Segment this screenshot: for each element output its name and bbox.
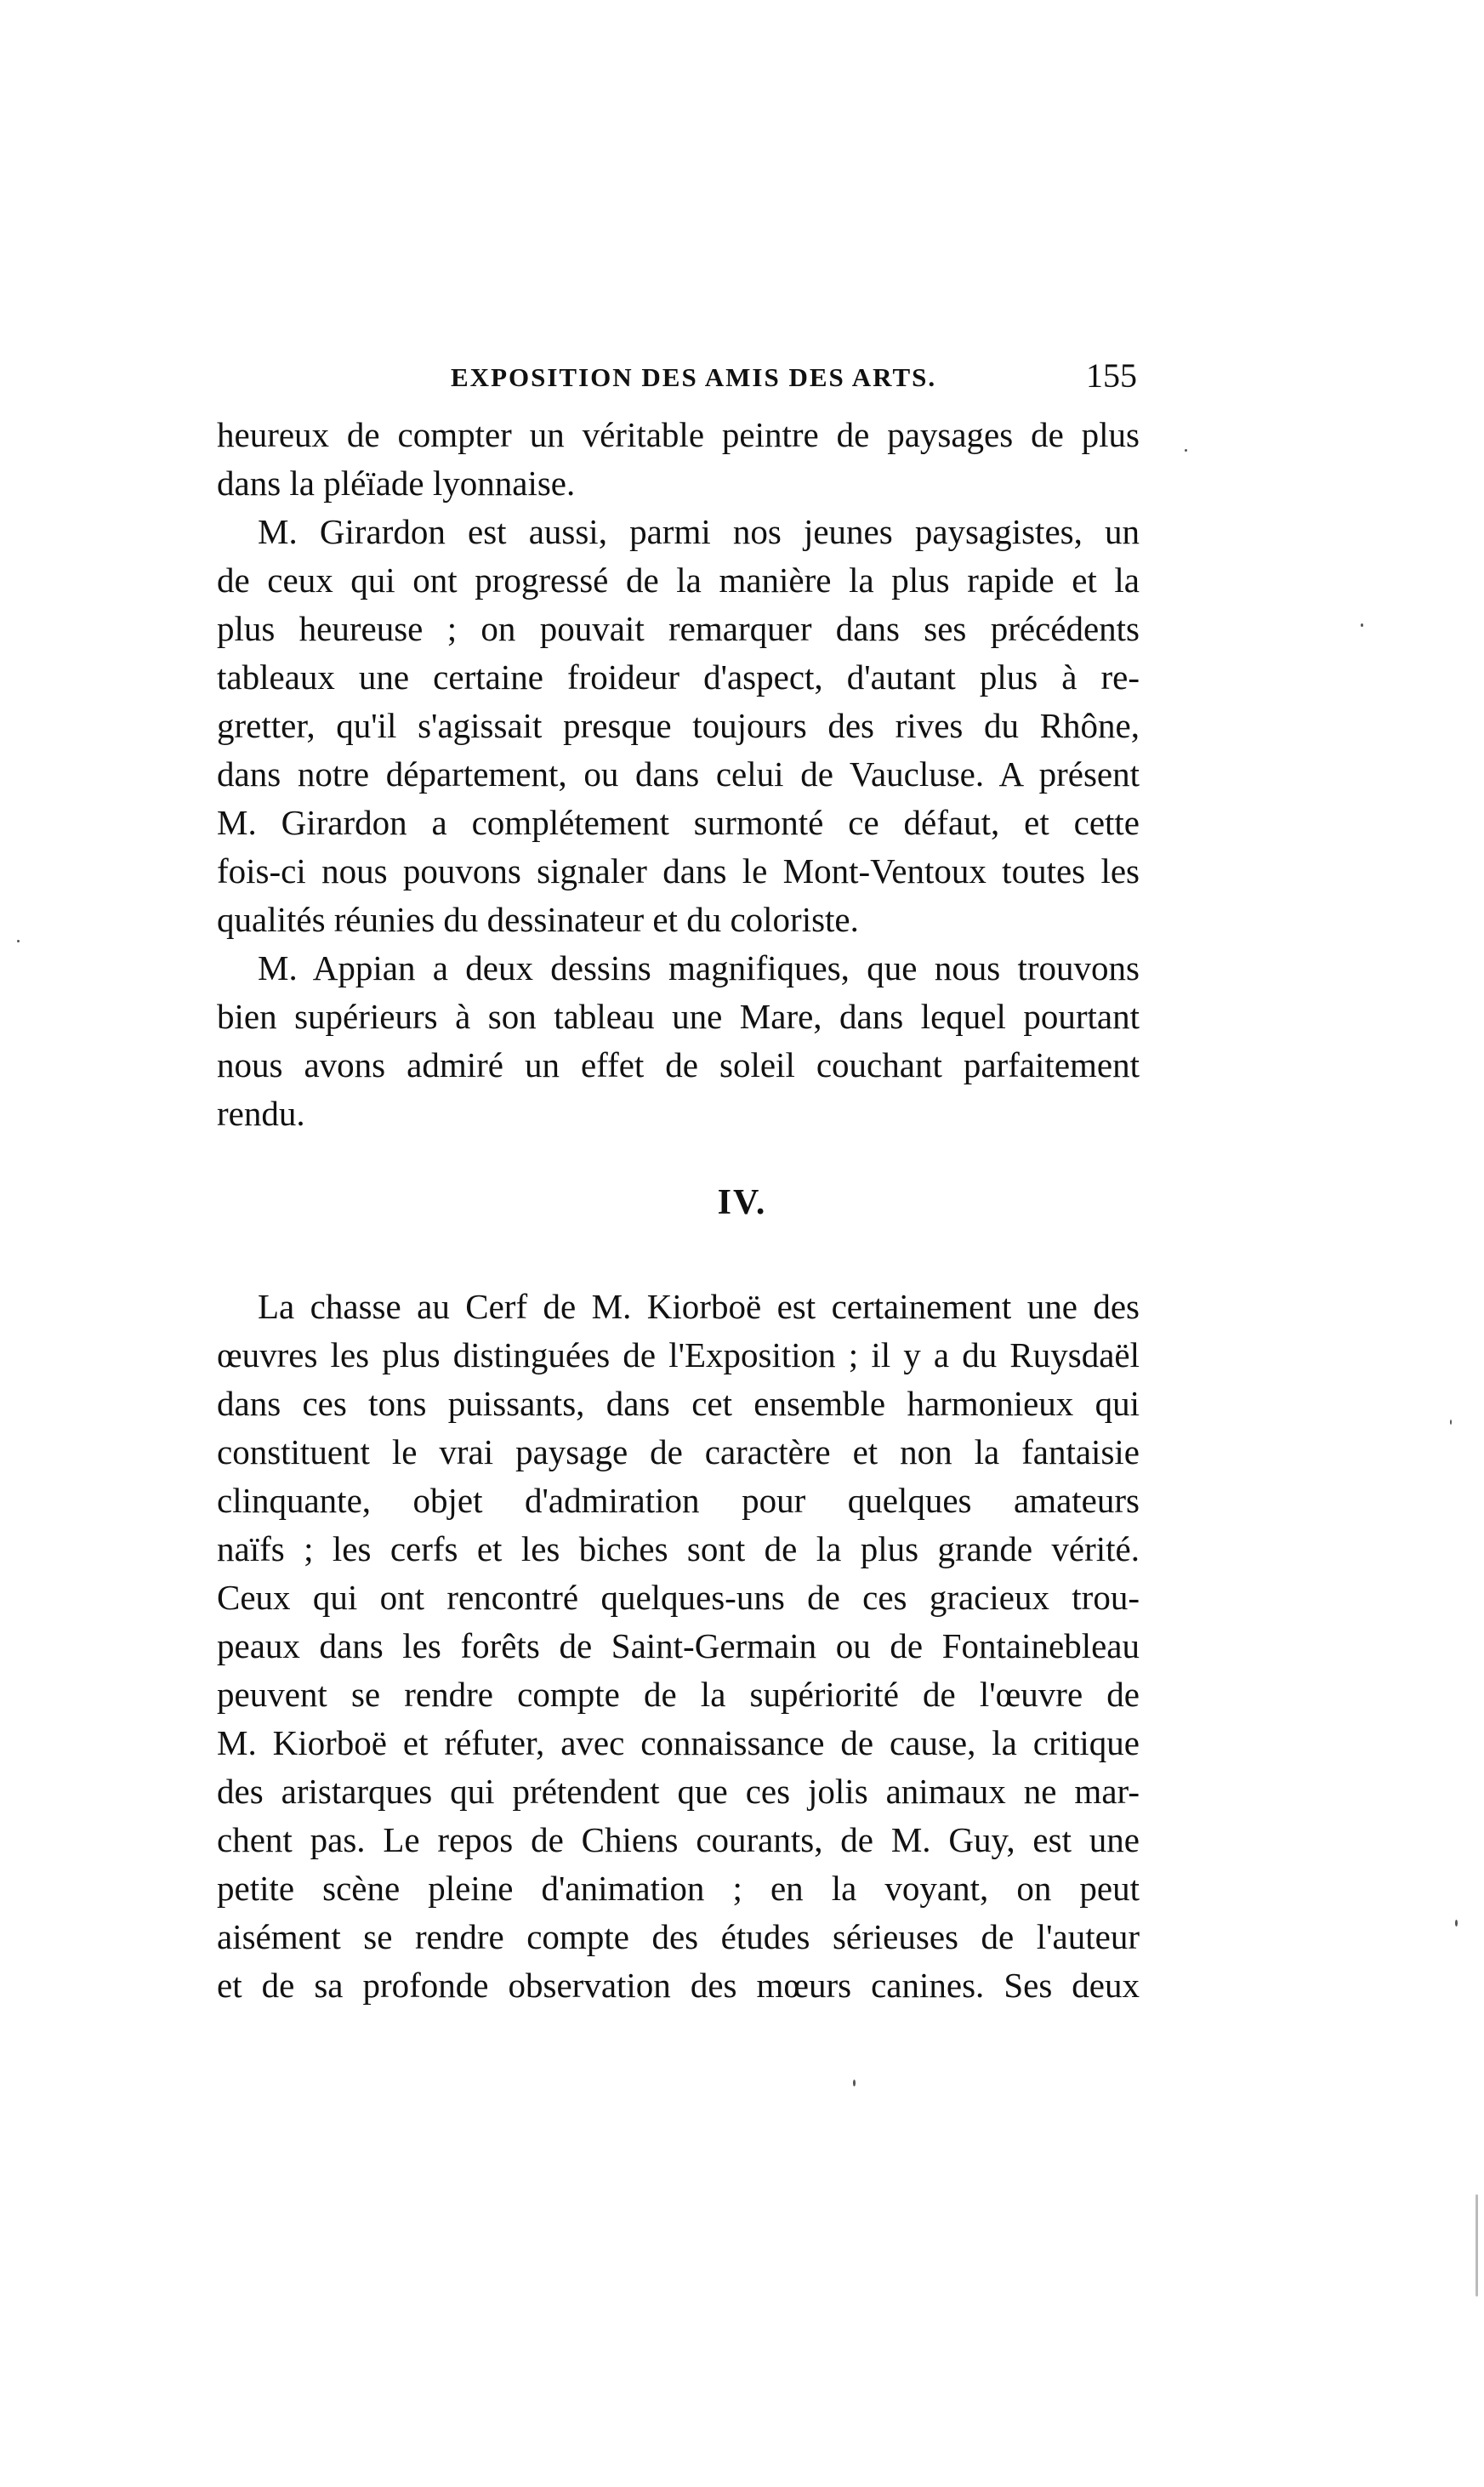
text-line: naïfs ; les cerfs et les biches sont de la plus grande vérité. — [217, 1529, 1140, 1568]
text-line: M. Girardon a complétement surmonté ce défaut, et cette — [217, 803, 1140, 842]
text-line: M. Kiorboë et réfuter, avec connaissance de cause, la critique — [217, 1723, 1140, 1762]
text-line: peuvent se rendre compte de la supériorité de l'œuvre de — [217, 1675, 1140, 1714]
text-line: Ceux qui ont rencontré quelques-uns de ces gracieux trou- — [217, 1578, 1140, 1617]
text-line: nous avons admiré un effet de soleil couchant parfaitement — [217, 1045, 1140, 1084]
scan-speck — [17, 940, 20, 942]
text-line: M. Girardon est aussi, parmi nos jeunes paysagistes, un — [258, 512, 1140, 551]
text-line: œuvres les plus distinguées de l'Exposition ; il y a du Ruysdaël — [217, 1335, 1140, 1374]
text-line: clinquante, objet d'admiration pour quelques amateurs — [217, 1481, 1140, 1520]
text-line: de ceux qui ont progressé de la manière la plus rapide et la — [217, 561, 1140, 600]
text-line: dans ces tons puissants, dans cet ensemble harmonieux qui — [217, 1384, 1140, 1423]
paragraphs-before — [217, 411, 1140, 1138]
text-line: des aristarques qui prétendent que ces jolis animaux ne mar- — [217, 1772, 1140, 1811]
paragraphs-after — [217, 1283, 1140, 2010]
scan-speck — [853, 2080, 856, 2086]
text-line: dans notre département, ou dans celui de Vaucluse. A présent — [217, 754, 1140, 794]
running-head — [223, 356, 1137, 407]
scan-speck — [1361, 623, 1363, 627]
text-line: fois-ci nous pouvons signaler dans le Mont-Ventoux toutes les — [217, 851, 1140, 891]
text-line: chent pas. Le repos de Chiens courants, de M. Guy, est une — [217, 1820, 1140, 1859]
text-line: dans la pléïade lyonnaise. — [217, 464, 576, 503]
text-line: peaux dans les forêts de Saint-Germain ou de Fontainebleau — [217, 1626, 1140, 1665]
running-title: EXPOSITION DES AMIS DES ARTS. — [451, 362, 937, 392]
text-line: petite scène pleine d'animation ; en la voyant, on peut — [217, 1869, 1140, 1908]
section-heading: IV. — [717, 1183, 767, 1222]
text-line: aisément se rendre compte des études sérieuses de l'auteur — [217, 1917, 1140, 1956]
text-line: qualités réunies du dessinateur et du coloriste. — [217, 900, 859, 939]
page-number: 155 — [1086, 356, 1137, 395]
text-line: heureux de compter un véritable peintre de paysages de plus — [217, 415, 1140, 454]
text-line: constituent le vrai paysage de caractère et non la fantaisie — [217, 1432, 1140, 1471]
text-line: bien supérieurs à son tableau une Mare, dans lequel pourtant — [217, 997, 1140, 1036]
scan-speck — [1455, 1920, 1458, 1926]
text-line: plus heureuse ; on pouvait remarquer dans ses précédents — [217, 609, 1140, 648]
scan-speck — [1450, 1420, 1452, 1425]
text-line: La chasse au Cerf de M. Kiorboë est certainement une des — [258, 1287, 1140, 1326]
scan-speck — [1185, 449, 1187, 452]
text-line: et de sa profonde observation des mœurs canines. Ses deux — [217, 1966, 1140, 2005]
text-line: gretter, qu'il s'agissait presque toujours des rives du Rhône, — [217, 706, 1140, 745]
text-line: tableaux une certaine froideur d'aspect, d'autant plus à re- — [217, 657, 1140, 697]
text-line: M. Appian a deux dessins magnifiques, que nous trouvons — [258, 948, 1140, 987]
text-line: rendu. — [217, 1094, 305, 1133]
scan-speck — [1475, 2194, 1478, 2296]
